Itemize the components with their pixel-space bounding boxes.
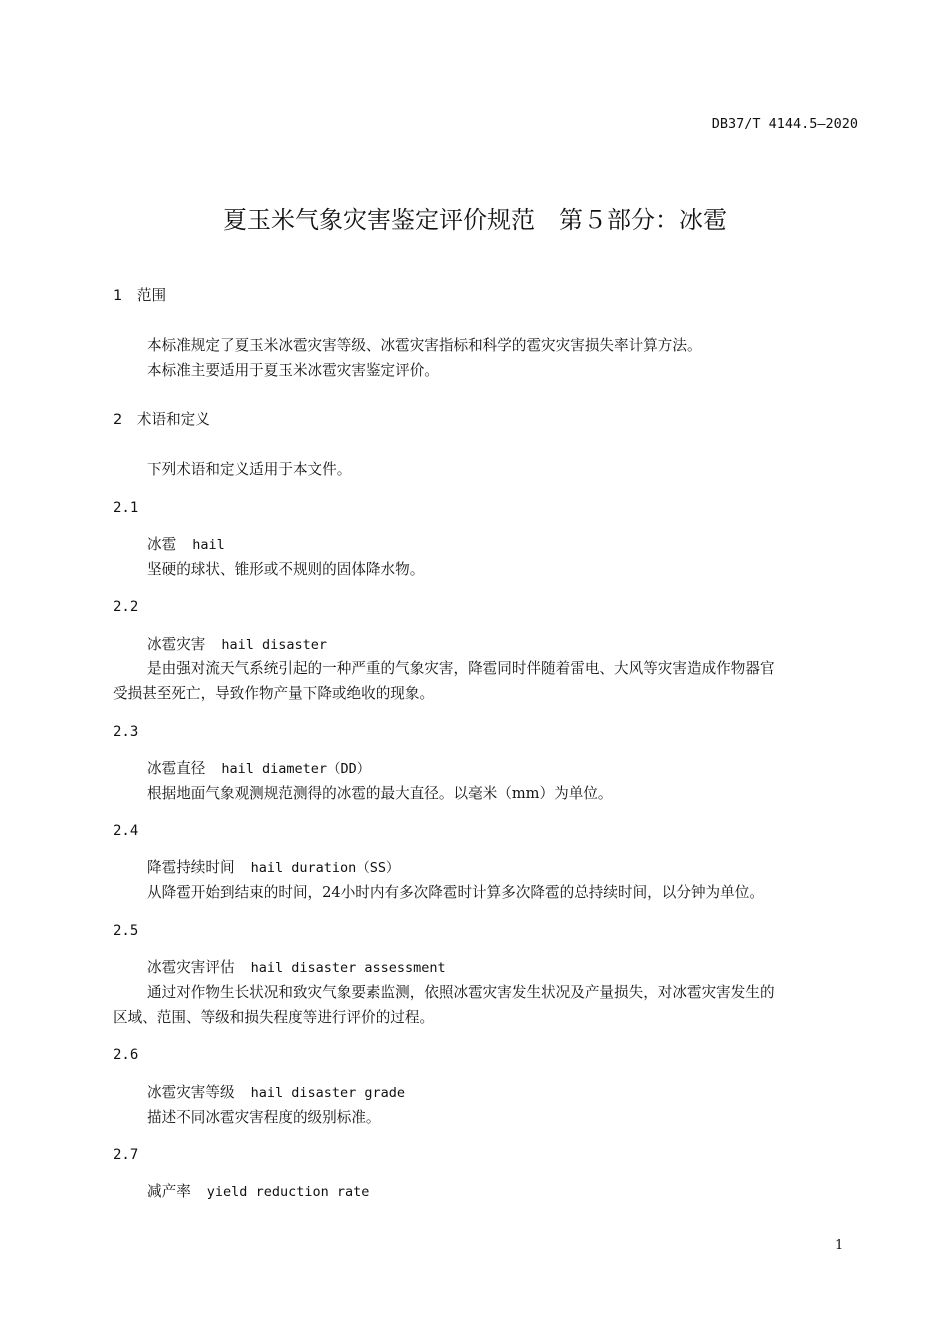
definition-line: 根据地面气象观测规范测得的冰雹的最大直径。以毫米（mm）为单位。 xyxy=(147,785,613,802)
clause-number: 2.4 xyxy=(113,823,139,839)
paragraph-line: 本标准规定了夏玉米冰雹灾害等级、冰雹灾害指标和科学的雹灾灾害损失率计算方法。 xyxy=(147,337,702,354)
definition-line: 是由强对流天气系统引起的一种严重的气象灾害，降雹同时伴随着雷电、大风等灾害造成作物器官 xyxy=(147,660,775,677)
term-zh: 减产率 xyxy=(147,1183,191,1200)
term-en: hail disaster grade xyxy=(250,1085,406,1101)
section-heading-scope: 1 范围 xyxy=(113,287,167,304)
term-zh: 降雹持续时间 xyxy=(147,859,235,876)
term-title xyxy=(147,959,446,977)
term-zh: 冰雹灾害等级 xyxy=(147,1084,235,1101)
term-title xyxy=(147,636,327,654)
term-title xyxy=(147,536,225,554)
paragraph-line: 本标准主要适用于夏玉米冰雹灾害鉴定评价。 xyxy=(147,362,439,379)
section-heading-terms: 2 术语和定义 xyxy=(113,411,210,428)
definition-line: 坚硬的球状、锥形或不规则的固体降水物。 xyxy=(147,561,425,578)
clause-number: 2.1 xyxy=(113,500,139,516)
term-en: hail disaster xyxy=(221,637,328,653)
term-en: hail disaster assessment xyxy=(250,960,446,976)
page-title: 夏玉米气象灾害鉴定评价规范 第５部分：冰雹 xyxy=(223,206,727,234)
term-en: hail xyxy=(192,537,225,553)
term-title xyxy=(147,859,400,877)
definition-line: 通过对作物生长状况和致灾气象要素监测，依照冰雹灾害发生状况及产量损失，对冰雹灾害发生的 xyxy=(147,984,775,1001)
term-zh: 冰雹直径 xyxy=(147,760,206,777)
term-en: hail duration（SS） xyxy=(250,860,400,876)
document-number: DB37/T 4144.5—2020 xyxy=(711,116,858,132)
definition-line: 描述不同冰雹灾害程度的级别标准。 xyxy=(147,1109,381,1126)
term-title xyxy=(147,1084,405,1102)
clause-number: 2.5 xyxy=(113,923,139,939)
term-zh: 冰雹 xyxy=(147,536,177,553)
definition-line: 从降雹开始到结束的时间，24小时内有多次降雹时计算多次降雹的总持续时间，以分钟为单位。 xyxy=(147,884,764,901)
term-title xyxy=(147,1183,369,1201)
term-zh: 冰雹灾害评估 xyxy=(147,959,235,976)
clause-number: 2.7 xyxy=(113,1147,139,1163)
term-zh: 冰雹灾害 xyxy=(147,636,206,653)
clause-number: 2.3 xyxy=(113,724,139,740)
clause-number: 2.6 xyxy=(113,1047,139,1063)
term-en: hail diameter（DD） xyxy=(221,761,371,777)
definition-line: 受损甚至死亡，导致作物产量下降或绝收的现象。 xyxy=(113,685,435,702)
page-number: 1 xyxy=(835,1238,844,1253)
clause-number: 2.2 xyxy=(113,599,139,615)
term-en: yield reduction rate xyxy=(206,1184,370,1200)
paragraph-line: 下列术语和定义适用于本文件。 xyxy=(147,461,352,478)
definition-line: 区域、范围、等级和损失程度等进行评价的过程。 xyxy=(113,1009,435,1026)
term-title xyxy=(147,760,370,778)
